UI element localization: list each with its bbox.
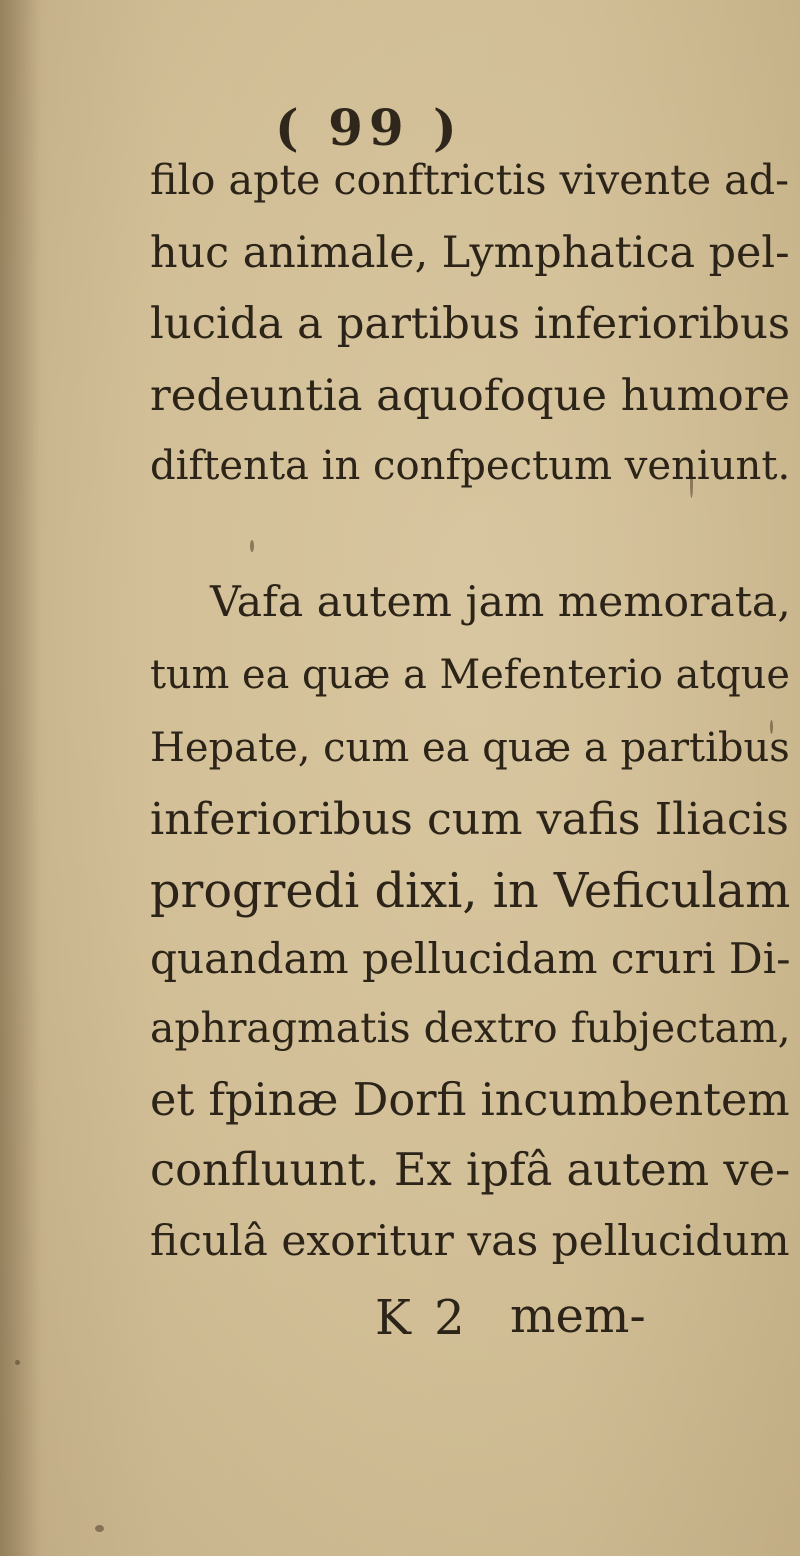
paper-speck (250, 540, 254, 552)
text-line: et fpinæ Dorfi incumbentem (150, 1074, 790, 1126)
text-line: progredi dixi, in Veficulam (150, 864, 791, 919)
text-line: tum ea quæ a Mefenterio atque (150, 652, 790, 698)
page-number: ( 99 ) (275, 98, 463, 157)
text-line: lucida a partibus inferioribus (150, 299, 791, 349)
text-line: filo apte conftrictis vivente ad- (150, 156, 790, 204)
text-line: redeuntia aquofoque humore (150, 371, 791, 421)
text-line: inferioribus cum vafis Iliacis (150, 794, 789, 845)
catchword: mem- (510, 1288, 646, 1344)
paper-speck (15, 1360, 20, 1365)
text-line: quandam pellucidam cruri Di- (150, 934, 791, 983)
text-line: Vafa autem jam memorata, (210, 578, 791, 627)
text-line: confluunt. Ex ipfâ autem ve- (150, 1143, 791, 1196)
text-line: diftenta in confpectum veniunt. (150, 443, 791, 489)
signature-mark: K 2 (375, 1290, 469, 1346)
text-line: aphragmatis dextro fubjectam, (150, 1004, 791, 1052)
page-gutter-shadow (0, 0, 40, 1556)
text-line: ficulâ exoritur vas pellucidum (150, 1216, 790, 1265)
text-line: huc animale, Lymphatica pel- (150, 228, 790, 278)
paper-speck (95, 1525, 104, 1532)
text-line: Hepate, cum ea quæ a partibus (150, 725, 790, 771)
